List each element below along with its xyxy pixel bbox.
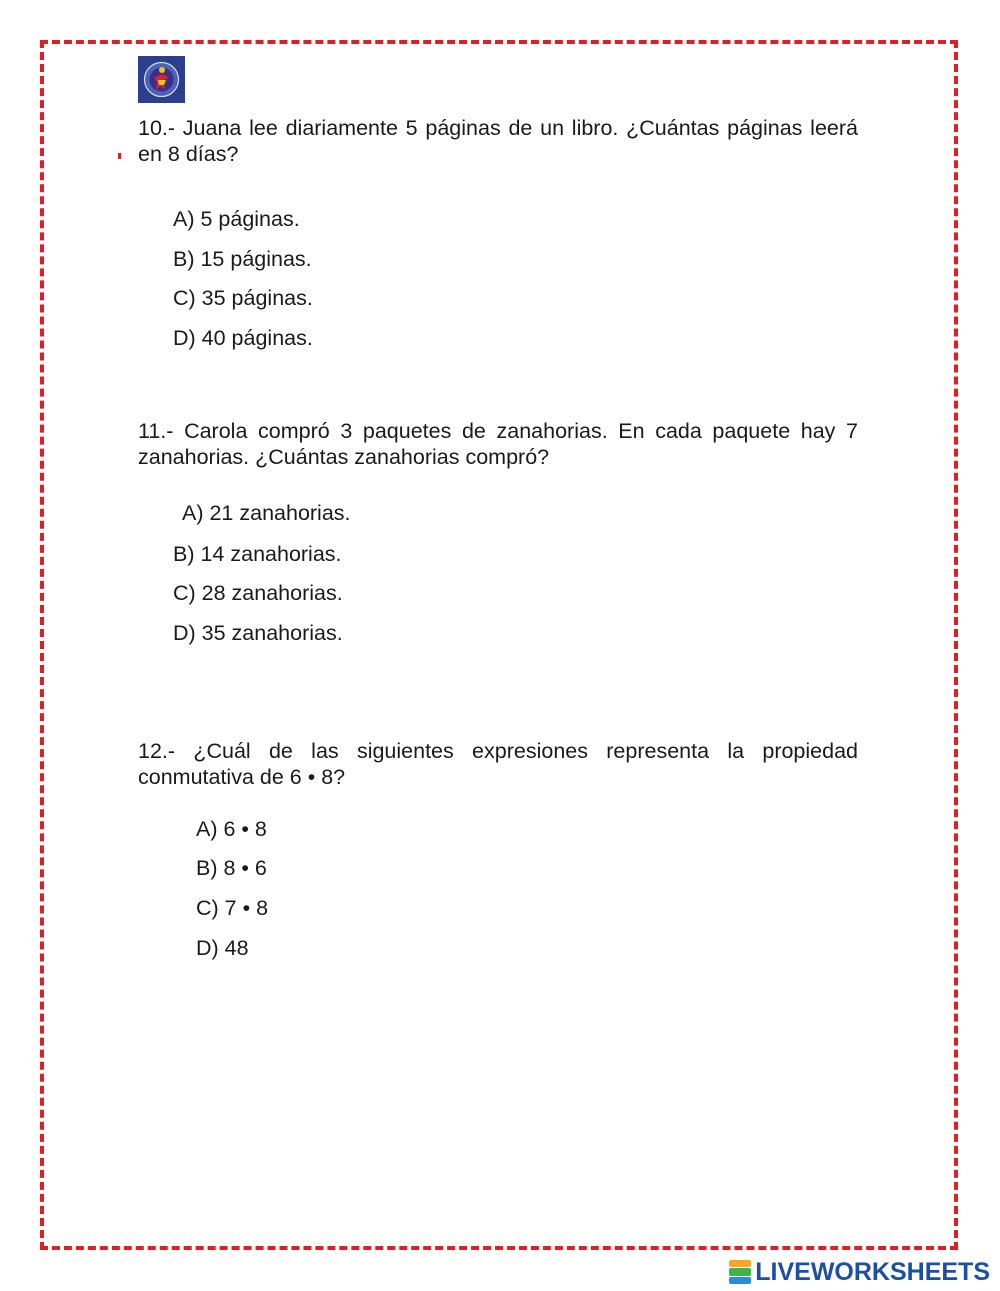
- school-logo-icon: [138, 56, 185, 103]
- question-12-option-c[interactable]: C) 7 • 8: [196, 896, 269, 920]
- question-10-option-b[interactable]: B) 15 páginas.: [173, 247, 312, 271]
- question-12-text: 12.- ¿Cuál de las siguientes expresiones representa la propiedad conmutativa de 6 • 8?: [138, 739, 858, 789]
- question-11-option-d[interactable]: D) 35 zanahorias.: [173, 621, 343, 645]
- question-10-option-c[interactable]: C) 35 páginas.: [173, 286, 313, 310]
- liveworksheets-logo[interactable]: [729, 1259, 990, 1285]
- question-11-text: 11.- Carola compró 3 paquetes de zanahorias. En cada paquete hay 7 zanahorias. ¿Cuántas zanahorias compró?: [138, 419, 858, 469]
- question-11-option-a[interactable]: A) 21 zanahorias.: [182, 501, 351, 525]
- question-12-option-a[interactable]: A) 6 • 8: [196, 817, 267, 841]
- question-12-option-d[interactable]: D) 48: [196, 936, 249, 960]
- question-11-option-b[interactable]: B) 14 zanahorias.: [173, 542, 342, 566]
- question-11-option-c[interactable]: C) 28 zanahorias.: [173, 581, 343, 605]
- question-10-option-d[interactable]: D) 40 páginas.: [173, 326, 313, 350]
- brand-name: LIVEWORKSHEETS: [755, 1257, 990, 1286]
- margin-mark: [118, 153, 121, 159]
- liveworksheets-badge-icon: [729, 1260, 751, 1284]
- question-10-text: 10.- Juana lee diariamente 5 páginas de un libro. ¿Cuántas páginas leerá en 8 días?: [138, 116, 858, 166]
- question-12-option-b[interactable]: B) 8 • 6: [196, 856, 267, 880]
- question-10-option-a[interactable]: A) 5 páginas.: [173, 207, 300, 231]
